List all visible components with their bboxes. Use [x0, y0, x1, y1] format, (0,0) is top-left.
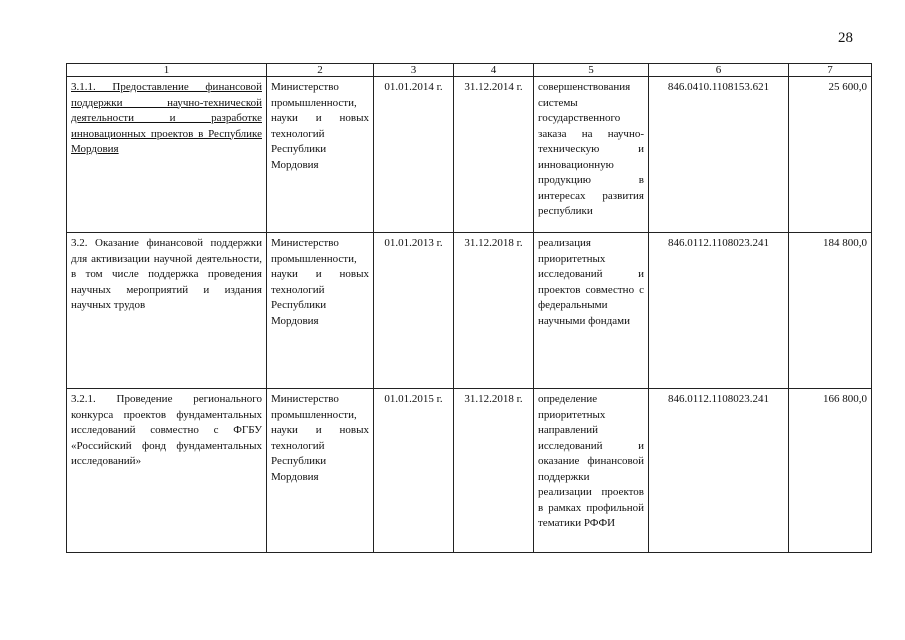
- expected-result: реализация приоритетных исследований и проектов совместно с федеральными научными фондами: [534, 233, 649, 389]
- end-date: 31.12.2014 г.: [454, 77, 534, 233]
- executor: Министерство промышленности, науки и новых технологий Республики Мордовия: [267, 233, 374, 389]
- page-number: 28: [838, 30, 853, 46]
- expected-result: определение приоритетных направлений исследований и оказание финансовой поддержки реализации проектов в рамках профильной тематики РФФИ: [534, 389, 649, 553]
- start-date: 01.01.2015 г.: [374, 389, 454, 553]
- executor: Министерство промышленности, науки и новых технологий Республики Мордовия: [267, 389, 374, 553]
- table-row: [67, 233, 872, 389]
- table-row: [67, 77, 872, 233]
- table-row: [67, 389, 872, 553]
- funding-amount: 25 600,0: [789, 77, 872, 233]
- column-header: 1: [67, 64, 267, 77]
- column-header: 2: [267, 64, 374, 77]
- expected-result: совершенствования системы государственного заказа на научно-техническую и инновационную продукцию в интересах развития республики: [534, 77, 649, 233]
- column-header: 3: [374, 64, 454, 77]
- column-header: 5: [534, 64, 649, 77]
- measure-name: 3.2.1. Проведение регионального конкурса проектов фундаментальных исследований совместно с ФГБУ «Российский фонд фундаментальных исследований»: [67, 389, 267, 553]
- column-header: 4: [454, 64, 534, 77]
- start-date: 01.01.2013 г.: [374, 233, 454, 389]
- table-header-row: [67, 64, 872, 77]
- funding-amount: 166 800,0: [789, 389, 872, 553]
- measure-name: 3.1.1. Предоставление финансовой поддержки научно-технической деятельности и разработке инновационных проектов в Республике Мордовия: [67, 77, 267, 233]
- column-header: 6: [649, 64, 789, 77]
- program-table: [66, 63, 872, 553]
- budget-code: 846.0112.1108023.241: [649, 389, 789, 553]
- end-date: 31.12.2018 г.: [454, 389, 534, 553]
- funding-amount: 184 800,0: [789, 233, 872, 389]
- column-header: 7: [789, 64, 872, 77]
- budget-code: 846.0410.1108153.621: [649, 77, 789, 233]
- start-date: 01.01.2014 г.: [374, 77, 454, 233]
- end-date: 31.12.2018 г.: [454, 233, 534, 389]
- measure-name: 3.2. Оказание финансовой поддержки для активизации научной деятельности, в том числе поддержка проведения научных мероприятий и издания научных трудов: [67, 233, 267, 389]
- budget-code: 846.0112.1108023.241: [649, 233, 789, 389]
- executor: Министерство промышленности, науки и новых технологий Республики Мордовия: [267, 77, 374, 233]
